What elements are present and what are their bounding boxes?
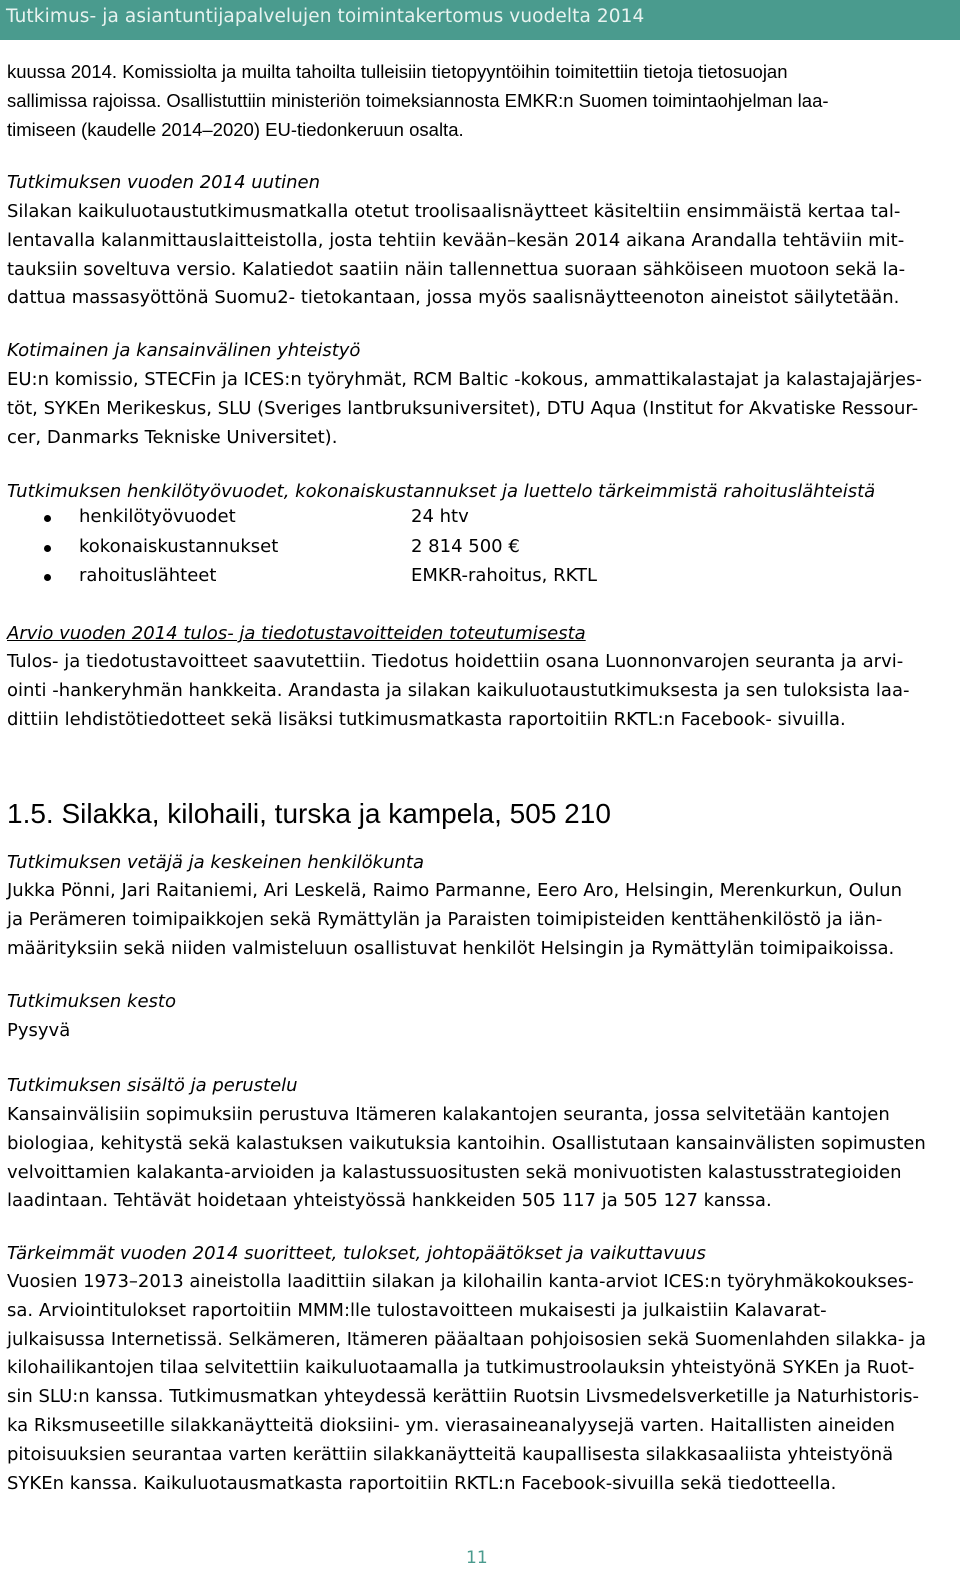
lead-paragraph — [7, 877, 939, 963]
document-header — [0, 0, 960, 40]
text-line: ka Riksmuseetille silakkanäytteitä dioksiini- ym. vierasaineanalyysejä varten. Haitallisten aineiden — [7, 1414, 895, 1436]
text-line: Vuosien 1973–2013 aineistolla laadittiin silakan ja kilohailin kanta-arviot ICES:n työryhmäkokoukses- — [7, 1271, 914, 1292]
text-line: dattua massasyöttönä Suomu2- tietokantaan, jossa myös saalisnäytteenoton aineistot säilytetään. — [7, 287, 900, 309]
text-line: kuussa 2014. Komissiolta ja muilta tahoilta tulleisiin tietopyyntöihin toimitettiin tietoja tietosuojan — [7, 61, 788, 82]
cooperation-paragraph — [7, 366, 939, 452]
text-line: dittiin lehdistötiedotteet sekä lisäksi tutkimusmatkasta raportoitiin RKTL:n Facebook- sivuilla. — [7, 708, 846, 730]
text-line: cer, Danmarks Tekniske Universitet). — [7, 426, 338, 448]
text-line: SYKEn kanssa. Kaikuluotausmatkasta raportoitiin RKTL:n Facebook-sivuilla sekä tiedotteella. — [7, 1472, 837, 1494]
achievements-paragraph — [7, 1268, 939, 1498]
text-line: EU:n komissio, STECFin ja ICES:n työryhmät, RCM Baltic -kokous, ammattikalastajat ja kalastajajärjes- — [7, 369, 922, 390]
text-line: sin SLU:n kanssa. Tutkimusmatkan yhteydessä kerättiin Ruotsin Livsmedelsverketille ja Naturhistoris- — [7, 1386, 919, 1408]
text-line: Kansainvälisiin sopimuksiin perustuva Itämeren kalakantojen seuranta, jossa selvitetään kantojen — [7, 1104, 890, 1125]
resources-heading: Tutkimuksen henkilötyövuodet, kokonaiskustannukset ja luettelo tärkeimmistä rahoituslähteistä — [7, 481, 876, 502]
text-line: ja Perämeren toimipaikkojen sekä Rymättylän ja Paraisten toimipisteiden kenttähenkilöstö ja iän- — [7, 908, 883, 930]
cooperation-heading: Kotimainen ja kansainvälinen yhteistyö — [7, 340, 361, 361]
list-item-value: 24 htv — [411, 506, 469, 527]
list-item-label: henkilötyövuodet — [79, 506, 236, 527]
text-line: Pysyvä — [7, 1020, 71, 1041]
list-item-label: kokonaiskustannukset — [79, 535, 279, 557]
text-line: töt, SYKEn Merikeskus, SLU (Sveriges lantbruksuniversitet), DTU Aqua (Institut for Akvatiske Ressour- — [7, 397, 919, 419]
text-line: määrityksiin sekä niiden valmisteluun osallistuvat henkilöt Helsingin ja Rymättylän toimipaikoissa. — [7, 937, 895, 959]
text-line: lentavalla kalanmittauslaitteistolla, josta tehtiin kevään–kesän 2014 aikana Arandalla tehtäviin mit- — [7, 229, 905, 251]
text-line: laadintaan. Tehtävät hoidetaan yhteistyössä hankkeiden 505 117 ja 505 127 kanssa. — [7, 1190, 772, 1212]
list-item — [7, 563, 907, 593]
text-line: Silakan kaikuluotaustutkimusmatkalla otetut troolisaalisnäytteet käsiteltiin ensimmäistä kertaa tal- — [7, 201, 901, 222]
page-number: 11 — [466, 1548, 488, 1568]
text-line: velvoittamien kalakanta-arvioiden ja kalastussuositusten sekä monivuotisten kalastusstrategioiden — [7, 1161, 902, 1183]
assessment-heading: Arvio vuoden 2014 tulos- ja tiedotustavoitteiden toteutumisesta — [7, 623, 586, 644]
text-line: pitoisuuksien seurantaa varten kerättiin silakkanäytteitä kaupallisesta silakkasaaliista yhteistyönä — [7, 1443, 894, 1465]
list-item-value: 2 814 500 € — [411, 535, 520, 557]
duration-heading: Tutkimuksen kesto — [7, 991, 176, 1012]
list-item-value: EMKR-rahoitus, RKTL — [411, 565, 598, 586]
section-title: 1.5. Silakka, kilohaili, turska ja kampela, 505 210 — [7, 798, 611, 829]
text-line: Jukka Pönni, Jari Raitaniemi, Ari Leskelä, Raimo Parmanne, Eero Aro, Helsingin, Merenkurkun, Oulun — [7, 880, 902, 901]
content-paragraph — [7, 1101, 939, 1216]
header-title: Tutkimus- ja asiantuntijapalvelujen toimintakertomus vuodelta 2014 — [6, 6, 645, 27]
list-item — [7, 534, 907, 564]
resources-list — [7, 504, 907, 593]
list-item — [7, 504, 907, 534]
duration-paragraph — [7, 1017, 939, 1046]
news-paragraph — [7, 198, 939, 313]
text-line: timiseen (kaudelle 2014–2020) EU-tiedonkeruun osalta. — [7, 118, 464, 140]
bullet-icon — [44, 515, 51, 522]
text-line: kilohailikantojen tilaa selvitettiin kaikuluotaamalla ja tutkimustroolauksin yhteistyönä SYKEn ja Ruot- — [7, 1357, 915, 1379]
news-heading: Tutkimuksen vuoden 2014 uutinen — [7, 172, 321, 193]
achievements-heading: Tärkeimmät vuoden 2014 suoritteet, tulokset, johtopäätökset ja vaikuttavuus — [7, 1243, 706, 1264]
lead-heading: Tutkimuksen vetäjä ja keskeinen henkilökunta — [7, 852, 424, 873]
content-heading: Tutkimuksen sisältö ja perustelu — [7, 1075, 298, 1096]
text-line: biologiaa, kehitystä sekä kalastuksen vaikutuksia kantoihin. Osallistutaan kansainvälisten sopimusten — [7, 1132, 926, 1154]
text-line: sa. Arviointitulokset raportoitiin MMM:lle tulostavoitteen mukaisesti ja julkaistiin Kalavarat- — [7, 1299, 827, 1321]
text-line: ointi -hankeryhmän hankkeita. Arandasta ja silakan kaikuluotaustutkimuksesta ja sen tuloksista laa- — [7, 679, 910, 701]
assessment-paragraph — [7, 648, 939, 734]
intro-paragraph — [7, 58, 939, 144]
text-line: julkaisussa Internetissä. Selkämeren, Itämeren pääaltaan pohjoisosien sekä Suomenlahden silakka- ja — [7, 1328, 927, 1350]
text-line: Tulos- ja tiedotustavoitteet saavutettiin. Tiedotus hoidettiin osana Luonnonvarojen seuranta ja arvi- — [7, 651, 904, 672]
bullet-icon — [44, 574, 51, 581]
text-line: sallimissa rajoissa. Osallistuttiin ministeriön toimeksiannosta EMKR:n Suomen toimintaohjelman laa- — [7, 89, 829, 111]
bullet-icon — [44, 545, 51, 552]
text-line: tauksiin soveltuva versio. Kalatiedot saatiin näin tallennettua suoraan sähköiseen muotoon sekä la- — [7, 258, 906, 280]
list-item-label: rahoituslähteet — [79, 565, 217, 586]
